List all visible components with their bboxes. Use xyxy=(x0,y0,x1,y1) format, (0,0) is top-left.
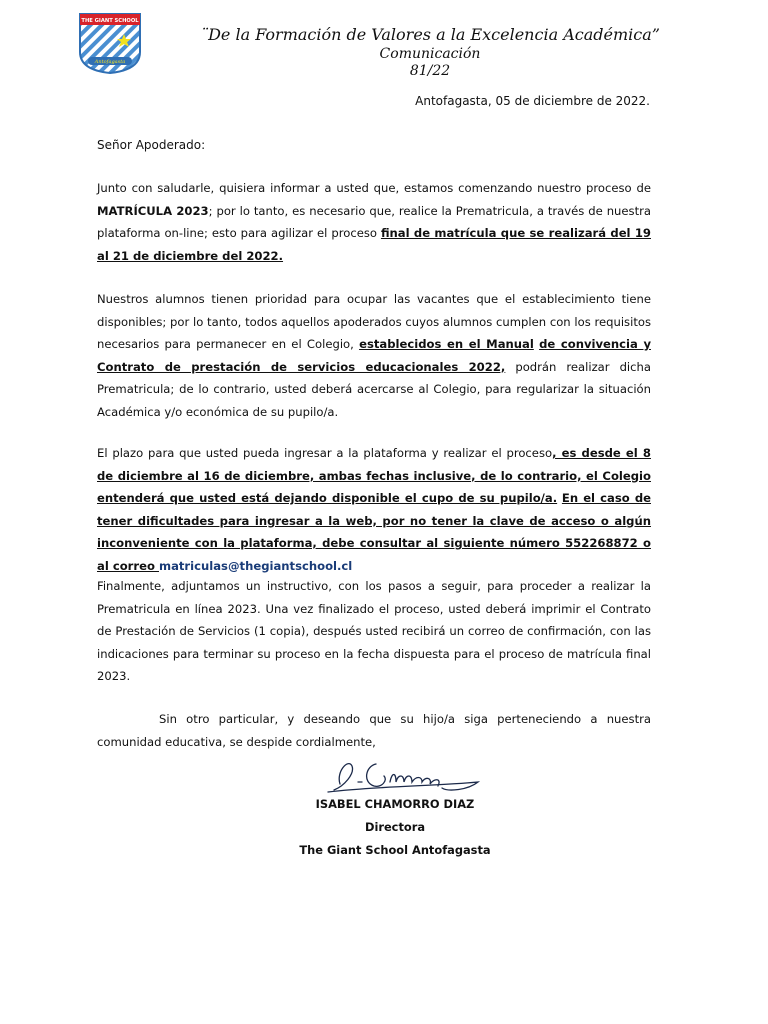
paragraph-priority: Nuestros alumnos tienen prioridad para ocupar las vacantes que el establecimiento tiene disponibles; por lo tanto, todos aquellos apoderados cuyos alumnos cumplen con los requisitos necesarios para permanecer en el Colegio, establecidos en el Manual de convivencia y Contrato de prestación de servicios educacionales 2022, podrán realizar dicha Prematricula; de lo contrario, usted deberá acercarse al Colegio, para regularizar la situación Académica y/o económica de su pupilo/a. xyxy=(97,292,651,419)
salutation: Señor Apoderado: xyxy=(97,138,206,152)
email-link[interactable]: matriculas@thegiantschool.cl xyxy=(158,558,353,573)
school-motto: ¨De la Formación de Valores a la Excelencia Académica” xyxy=(200,25,660,44)
paragraph-deadline: El plazo para que usted pueda ingresar a la plataforma y realizar el proceso, es desde el 8 de diciembre al 16 de diciembre, ambas fechas inclusive, de lo contrario, el Colegio entenderá que usted está dejando disponible el cupo de su pupilo/a. En el caso de tener dificultades para ingresar a la web, por no tener la clave de acceso o algún inconveniente con la plataforma, debe consultar al siguiente número 552268872 o al correo matriculas@thegiantschool.cl xyxy=(97,446,651,573)
logo-text: THE GIANT SCHOOL xyxy=(81,18,139,24)
logo-script-text: Antofagasta xyxy=(94,59,126,65)
signer-name: ISABEL CHAMORRO DIAZ xyxy=(315,797,475,811)
signer-organization: The Giant School Antofagasta xyxy=(299,843,491,857)
paragraph-closing: Sin otro particular, y deseando que su hijo/a siga perteneciendo a nuestra comunidad educativa, se despide cordialmente, xyxy=(97,712,651,749)
memo-label: Comunicación xyxy=(379,46,481,62)
paragraph-enrollment-intro: Junto con saludarle, quisiera informar a usted que, estamos comenzando nuestro proceso de MATRÍCULA 2023; por lo tanto, es necesario que, realice la Prematricula, a través de nuestra plataforma on-line; esto para agilizar el proceso final de matrícula que se realizará del 19 al 21 de diciembre del 2022. xyxy=(97,181,651,263)
school-crest-logo xyxy=(78,12,142,74)
paragraph-instructions: Finalmente, adjuntamos un instructivo, con los pasos a seguir, para proceder a realizar la Prematricula en línea 2023. Una vez finalizado el proceso, usted deberá imprimir el Contrato de Prestación de Servicios (1 copia), después usted recibirá un correo de confirmación, con las indicaciones para terminar su proceso en la fecha dispuesta para el proceso de matrícula final 2023. xyxy=(97,579,651,683)
letter-date: Antofagasta, 05 de diciembre de 2022. xyxy=(415,94,650,108)
handwritten-signature xyxy=(318,752,488,798)
signer-role: Directora xyxy=(364,820,426,834)
memo-number: 81/22 xyxy=(409,63,451,79)
